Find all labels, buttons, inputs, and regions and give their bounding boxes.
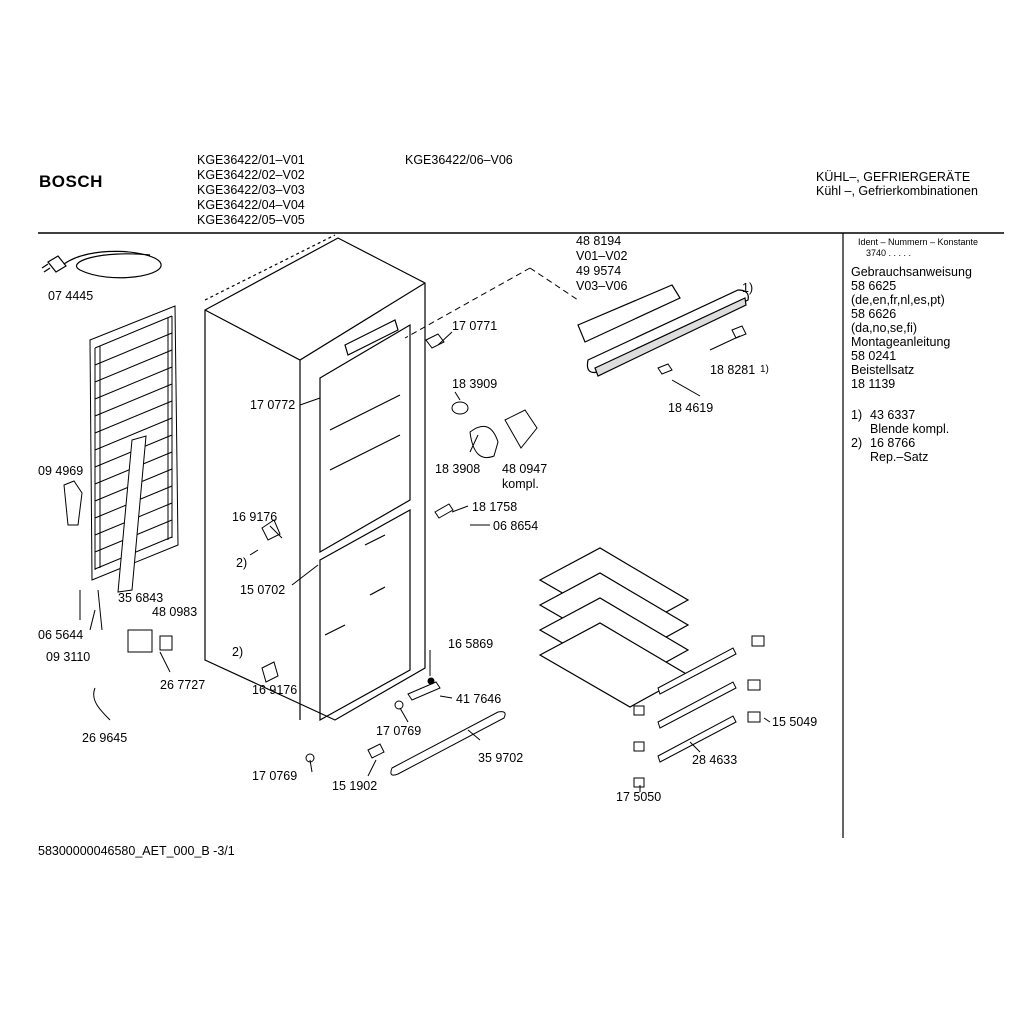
drain-hose-icon: [64, 481, 82, 525]
part-label: 09 4969: [38, 464, 84, 478]
part-label: 48 0983: [152, 605, 198, 619]
part-label: 28 4633: [692, 753, 738, 767]
part-label: 06 8654: [493, 519, 539, 533]
part-label: 06 5644: [38, 628, 84, 642]
category-subtitle: Kühl –, Gefrierkombinationen: [816, 184, 978, 198]
model-line: KGE36422/03–V03: [197, 183, 305, 197]
footnote-marker: 2): [236, 556, 248, 570]
footnote-marker: 2): [232, 645, 244, 659]
doc-line: 58 0241: [851, 349, 897, 363]
doc-line: (de,en,fr,nl,es,pt): [851, 293, 945, 307]
constant-value: 3740 . . . . .: [866, 248, 912, 258]
part-label: 17 0772: [250, 398, 296, 412]
note-part: 43 6337: [870, 408, 916, 422]
footnote-marker: 1): [760, 364, 769, 375]
fan-assembly-icon: [452, 402, 537, 458]
part-label: 15 0702: [240, 583, 286, 597]
part-label: 48 0947: [502, 462, 548, 476]
part-label: 16 9176: [232, 510, 278, 524]
part-label: 09 3110: [46, 650, 91, 664]
doc-line: (da,no,se,fi): [851, 321, 918, 335]
part-label: 41 7646: [456, 692, 502, 706]
model-line: KGE36422/02–V02: [197, 168, 305, 182]
part-label: 18 4619: [668, 401, 714, 415]
doc-line: Gebrauchsanweisung: [851, 265, 972, 279]
part-label: 16 5869: [448, 637, 494, 651]
wire-shelves-icon: [540, 548, 688, 707]
category-title: KÜHL–, GEFRIERGERÄTE: [816, 170, 971, 184]
model-line: KGE36422/05–V05: [197, 213, 305, 227]
note-desc: Blende kompl.: [870, 422, 950, 436]
part-label: kompl.: [502, 477, 539, 491]
part-label: 15 1902: [332, 779, 378, 793]
part-label: V03–V06: [576, 279, 628, 293]
note-desc: Rep.–Satz: [870, 450, 929, 464]
bosch-logo: BOSCH: [39, 172, 103, 191]
doc-line: 18 1139: [851, 377, 896, 391]
part-label: 48 8194: [576, 234, 622, 248]
doc-line: 58 6625: [851, 279, 897, 293]
doc-line: Montageanleitung: [851, 335, 951, 349]
part-label: 15 5049: [772, 715, 818, 729]
part-label: 07 4445: [48, 289, 94, 303]
note-number: 2): [851, 436, 863, 450]
part-label: 49 9574: [576, 264, 622, 278]
part-label: 35 6843: [118, 591, 164, 605]
part-label: 26 9645: [82, 731, 128, 745]
part-label: 16 9176: [252, 683, 298, 697]
note-number: 1): [851, 408, 863, 422]
part-label: 26 7727: [160, 678, 206, 692]
model-line: KGE36422/01–V01: [197, 153, 305, 167]
leader-line: [530, 268, 578, 300]
power-cord-icon: [42, 251, 161, 277]
part-label: 17 0771: [452, 319, 498, 333]
note-part: 16 8766: [870, 436, 916, 450]
doc-line: Beistellsatz: [851, 363, 915, 377]
model-extra: KGE36422/06–V06: [405, 153, 513, 167]
part-label: 17 0769: [252, 769, 298, 783]
document-footer-id: 58300000046580_AET_000_B -3/1: [38, 844, 235, 858]
part-label: V01–V02: [576, 249, 628, 263]
part-label: 35 9702: [478, 751, 524, 765]
part-label: 17 0769: [376, 724, 422, 738]
part-label: 18 1758: [472, 500, 518, 514]
doc-line: 58 6626: [851, 307, 897, 321]
part-label: 18 3909: [452, 377, 498, 391]
model-line: KGE36422/04–V04: [197, 198, 305, 212]
footnote-marker: 1): [742, 281, 754, 295]
part-label: 18 3908: [435, 462, 481, 476]
ident-column-header: Ident – Nummern – Konstante: [858, 237, 979, 247]
part-label: 18 8281: [710, 363, 756, 377]
part-label: 17 5050: [616, 790, 662, 804]
